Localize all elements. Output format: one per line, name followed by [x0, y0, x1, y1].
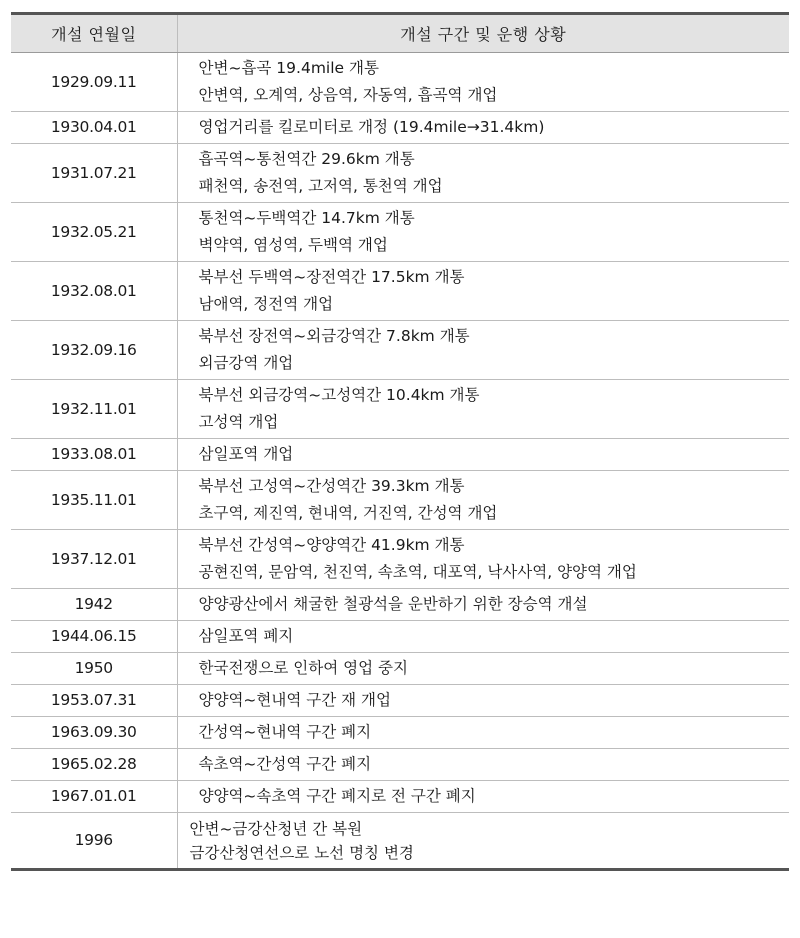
description-cell — [177, 380, 789, 439]
opening-date-cell: 1942 — [11, 589, 177, 621]
description-cell — [177, 439, 789, 471]
description-line: 통천역~두백역간 14.7km 개통 — [198, 209, 415, 227]
description-line: 북부선 간성역~양양역간 41.9km 개통 — [198, 536, 465, 554]
opening-date-cell: 1931.07.21 — [11, 144, 177, 203]
description-line: 외금강역 개업 — [198, 354, 294, 372]
opening-date-cell: 1967.01.01 — [11, 781, 177, 813]
table-row — [11, 321, 789, 380]
description-line: 삼일포역 폐지 — [198, 627, 294, 645]
description-cell — [177, 589, 789, 621]
opening-date-cell: 1937.12.01 — [11, 530, 177, 589]
description-line: 양양광산에서 채굴한 철광석을 운반하기 위한 장승역 개설 — [198, 595, 588, 613]
description-line: 금강산청연선으로 노선 명칭 변경 — [189, 843, 414, 862]
table-row — [11, 781, 789, 813]
description-line: 속초역~간성역 구간 폐지 — [198, 755, 372, 773]
table-header-row — [11, 14, 789, 53]
description-cell — [177, 621, 789, 653]
description-line: 벽약역, 염성역, 두백역 개업 — [198, 236, 388, 254]
opening-date-cell: 1996 — [11, 813, 177, 870]
table-row — [11, 717, 789, 749]
table-row — [11, 589, 789, 621]
table-row — [11, 685, 789, 717]
table-row — [11, 749, 789, 781]
description-cell — [177, 262, 789, 321]
description-line: 공현진역, 문암역, 천진역, 속초역, 대포역, 낙사사역, 양양역 개업 — [198, 563, 637, 581]
table-row — [11, 530, 789, 589]
description-cell — [177, 717, 789, 749]
table-row — [11, 380, 789, 439]
description-cell — [177, 813, 789, 870]
description-line: 북부선 외금강역~고성역간 10.4km 개통 — [198, 386, 480, 404]
description-line: 남애역, 정전역 개업 — [198, 295, 334, 313]
description-line: 패천역, 송전역, 고저역, 통천역 개업 — [198, 177, 443, 195]
description-line: 북부선 두백역~장전역간 17.5km 개통 — [198, 268, 465, 286]
table-row — [11, 203, 789, 262]
description-line: 영업거리를 킬로미터로 개정 (19.4mile→31.4km) — [198, 118, 545, 136]
description-line: 북부선 장전역~외금강역간 7.8km 개통 — [198, 327, 470, 345]
opening-date-cell: 1935.11.01 — [11, 471, 177, 530]
description-line: 삼일포역 개업 — [198, 445, 294, 463]
table-row — [11, 262, 789, 321]
opening-date-cell: 1933.08.01 — [11, 439, 177, 471]
description-line: 안변~흡곡 19.4mile 개통 — [198, 59, 379, 77]
railway-history-table — [11, 12, 789, 871]
table-row — [11, 439, 789, 471]
description-line: 흡곡역~통천역간 29.6km 개통 — [198, 150, 415, 168]
description-line: 안변~금강산청년 간 복원 — [189, 819, 363, 838]
column-header-description: 개설 구간 및 운행 상황 — [177, 14, 789, 53]
description-line: 고성역 개업 — [198, 413, 279, 431]
table-row — [11, 653, 789, 685]
opening-date-cell: 1965.02.28 — [11, 749, 177, 781]
description-cell — [177, 749, 789, 781]
table-row — [11, 813, 789, 870]
opening-date-cell: 1953.07.31 — [11, 685, 177, 717]
opening-date-cell: 1932.11.01 — [11, 380, 177, 439]
description-cell — [177, 53, 789, 112]
description-cell — [177, 685, 789, 717]
description-cell — [177, 781, 789, 813]
table-row — [11, 53, 789, 112]
table-row — [11, 471, 789, 530]
description-cell — [177, 203, 789, 262]
description-line: 한국전쟁으로 인하여 영업 중지 — [198, 659, 408, 677]
table-row — [11, 112, 789, 144]
description-cell — [177, 471, 789, 530]
opening-date-cell: 1932.09.16 — [11, 321, 177, 380]
description-line: 초구역, 제진역, 현내역, 거진역, 간성역 개업 — [198, 504, 498, 522]
table-body — [11, 53, 789, 870]
description-line: 북부선 고성역~간성역간 39.3km 개통 — [198, 477, 465, 495]
column-header-date: 개설 연월일 — [11, 14, 177, 53]
description-line: 양양역~속초역 구간 폐지로 전 구간 폐지 — [198, 787, 476, 805]
opening-date-cell: 1932.08.01 — [11, 262, 177, 321]
opening-date-cell: 1930.04.01 — [11, 112, 177, 144]
description-line: 간성역~현내역 구간 폐지 — [198, 723, 372, 741]
description-cell — [177, 530, 789, 589]
description-line: 양양역~현내역 구간 재 개업 — [198, 691, 391, 709]
description-line: 안변역, 오계역, 상음역, 자동역, 흡곡역 개업 — [198, 86, 498, 104]
opening-date-cell: 1944.06.15 — [11, 621, 177, 653]
opening-date-cell: 1932.05.21 — [11, 203, 177, 262]
opening-date-cell: 1929.09.11 — [11, 53, 177, 112]
description-cell — [177, 112, 789, 144]
table-row — [11, 621, 789, 653]
opening-date-cell: 1950 — [11, 653, 177, 685]
description-cell — [177, 144, 789, 203]
table-row — [11, 144, 789, 203]
description-cell — [177, 653, 789, 685]
opening-date-cell: 1963.09.30 — [11, 717, 177, 749]
description-cell — [177, 321, 789, 380]
